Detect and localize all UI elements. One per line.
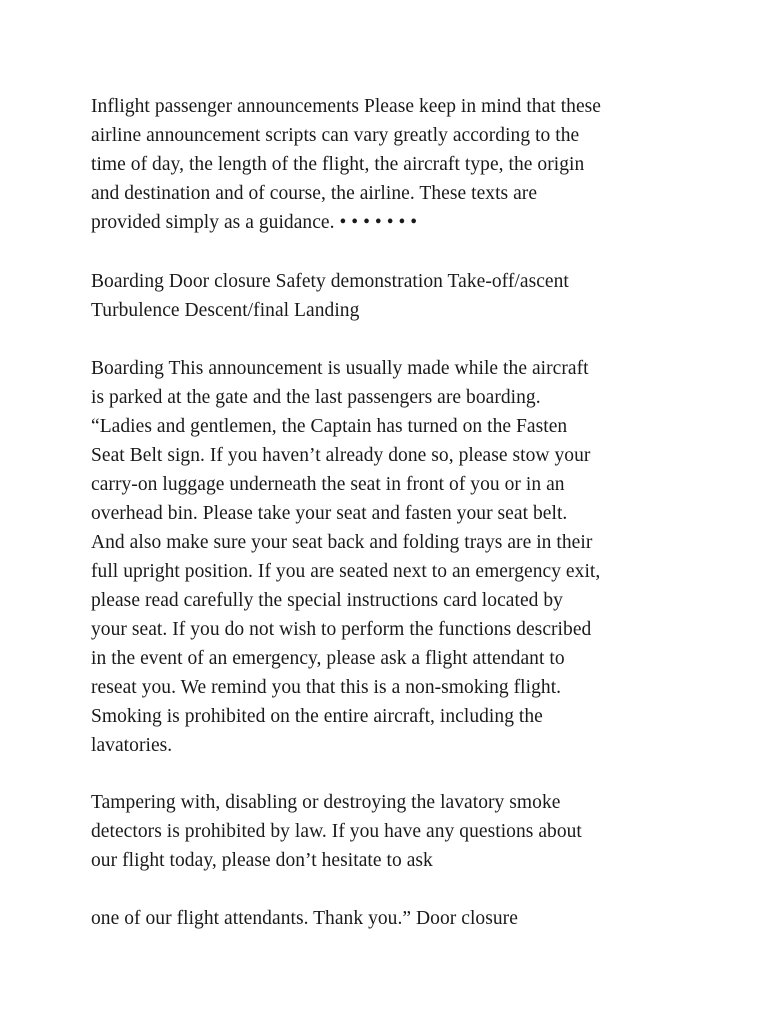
- text-line: Tampering with, disabling or destroying the lavatory smoke: [91, 792, 561, 813]
- text-line: is parked at the gate and the last passengers are boarding.: [91, 387, 541, 408]
- text-line: please read carefully the special instructions card located by: [91, 590, 563, 611]
- text-line: airline announcement scripts can vary greatly according to the: [91, 125, 580, 146]
- text-line: our flight today, please don’t hesitate to ask: [91, 850, 433, 871]
- text-line: lavatories.: [91, 735, 173, 756]
- text-line: Smoking is prohibited on the entire aircraft, including the: [91, 706, 543, 727]
- intro-paragraph: [91, 92, 731, 237]
- text-line: Boarding Door closure Safety demonstration Take-off/ascent: [91, 271, 569, 292]
- text-line: Boarding This announcement is usually made while the aircraft: [91, 358, 589, 379]
- text-line: And also make sure your seat back and folding trays are in their: [91, 532, 593, 553]
- tampering-paragraph: [91, 788, 731, 875]
- text-line: “Ladies and gentlemen, the Captain has turned on the Fasten: [91, 416, 568, 437]
- text-line: one of our flight attendants. Thank you.” Door closure: [91, 908, 518, 929]
- boarding-paragraph: [91, 354, 731, 760]
- topics-paragraph: [91, 267, 731, 325]
- text-line: in the event of an emergency, please ask a flight attendant to: [91, 648, 565, 669]
- closing-paragraph: [91, 904, 731, 933]
- text-line: and destination and of course, the airline. These texts are: [91, 183, 538, 204]
- text-line: full upright position. If you are seated next to an emergency exit,: [91, 561, 601, 582]
- text-line: Inflight passenger announcements Please keep in mind that these: [91, 96, 602, 117]
- text-line: reseat you. We remind you that this is a non-smoking flight.: [91, 677, 562, 698]
- text-line: carry-on luggage underneath the seat in front of you or in an: [91, 474, 565, 495]
- text-line: detectors is prohibited by law. If you have any questions about: [91, 821, 582, 842]
- text-line: overhead bin. Please take your seat and fasten your seat belt.: [91, 503, 568, 524]
- text-line: provided simply as a guidance. • • • • • • •: [91, 212, 418, 233]
- text-line: Turbulence Descent/final Landing: [91, 300, 360, 321]
- text-line: your seat. If you do not wish to perform the functions described: [91, 619, 592, 640]
- text-line: Seat Belt sign. If you haven’t already done so, please stow your: [91, 445, 591, 466]
- text-line: time of day, the length of the flight, the aircraft type, the origin: [91, 154, 585, 175]
